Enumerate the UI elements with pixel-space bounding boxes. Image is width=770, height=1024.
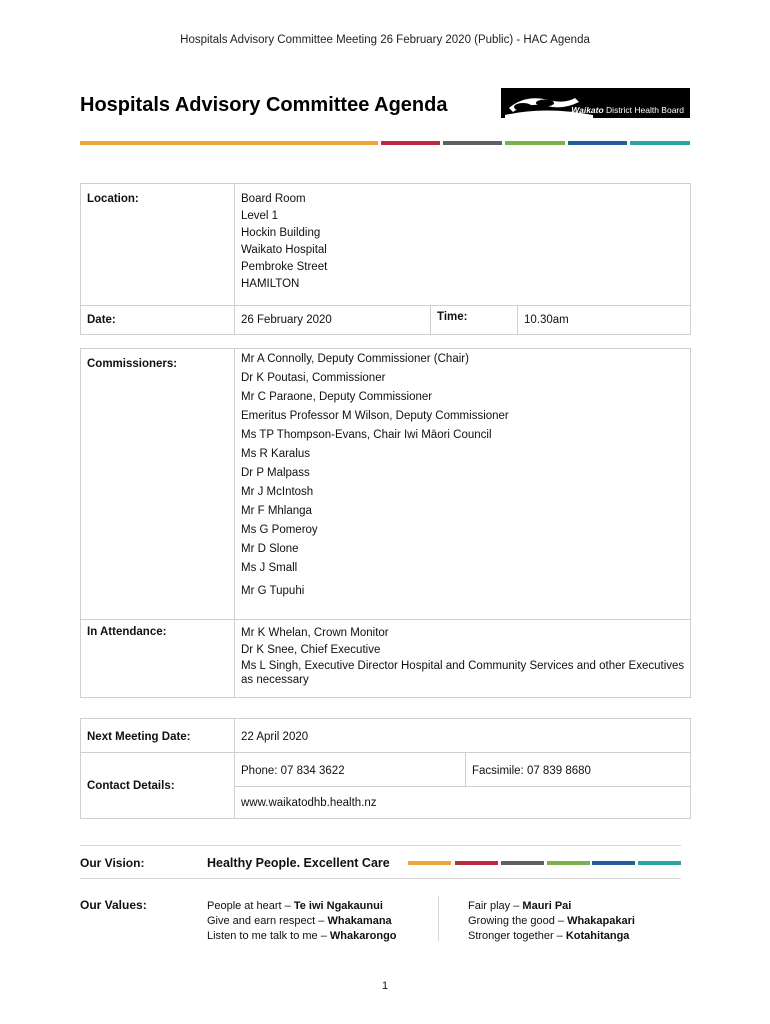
location-line: HAMILTON <box>241 278 300 290</box>
values-label: Our Values: <box>80 898 147 912</box>
website-link[interactable]: www.waikatodhb.health.nz <box>235 787 691 819</box>
location-line: Level 1 <box>241 210 279 222</box>
logo-wordmark: Waikato District Health Board <box>571 105 684 115</box>
value-item: Listen to me talk to me – Whakarongo <box>207 930 397 942</box>
vbar-green <box>547 861 590 865</box>
location-label: Location: <box>81 184 235 306</box>
vision-color-bars <box>408 861 681 865</box>
color-bars <box>80 141 690 145</box>
commissioner-item: Ms R Karalus <box>241 448 311 460</box>
commissioner-item: Mr F Mhlanga <box>241 505 312 517</box>
vision-text: Healthy People. Excellent Care <box>207 856 390 870</box>
vbar-blue <box>592 861 635 865</box>
commissioner-item: Mr J McIntosh <box>241 486 314 498</box>
commissioners-list <box>235 349 691 620</box>
attendance-label: In Attendance: <box>81 620 235 698</box>
date-value: 26 February 2020 <box>235 306 431 335</box>
commissioner-item: Mr G Tupuhi <box>241 585 305 597</box>
meeting-details-table <box>80 183 691 335</box>
page-number: 1 <box>381 980 389 992</box>
location-value <box>235 184 691 306</box>
contact-details-label: Contact Details: <box>81 753 235 819</box>
vbar-grey <box>501 861 544 865</box>
next-meeting-date: 22 April 2020 <box>235 719 691 753</box>
attendance-item: Mr K Whelan, Crown Monitor <box>241 627 389 639</box>
vbar-teal <box>638 861 681 865</box>
value-item: People at heart – Te iwi Ngakaunui <box>207 900 383 912</box>
attendance-item: Ms L Singh, Executive Director Hospital and Community Services and other Executives <box>241 660 685 672</box>
commissioner-item: Ms TP Thompson-Evans, Chair Iwi Māori Council <box>241 429 492 441</box>
attendees-table <box>80 348 691 698</box>
value-item: Stronger together – Kotahitanga <box>468 930 630 942</box>
bar-green <box>505 141 565 145</box>
time-label: Time: <box>431 306 518 335</box>
bar-grey <box>443 141 502 145</box>
vision-bottom-rule <box>80 878 681 879</box>
value-item: Fair play – Mauri Pai <box>468 900 572 912</box>
commissioner-item: Dr K Poutasi, Commissioner <box>241 372 386 384</box>
values-divider <box>438 896 439 941</box>
vbar-orange <box>408 861 451 865</box>
commissioner-item: Emeritus Professor M Wilson, Deputy Commissioner <box>241 410 509 422</box>
value-item: Growing the good – Whakapakari <box>468 915 635 927</box>
commissioner-item: Ms J Small <box>241 562 298 574</box>
contact-table <box>80 718 691 819</box>
attendance-item: as necessary <box>241 674 309 686</box>
values-left-column <box>207 899 397 944</box>
commissioner-item: Mr D Slone <box>241 543 299 555</box>
vision-top-rule <box>80 845 681 846</box>
value-item: Give and earn respect – Whakamana <box>207 915 392 927</box>
commissioner-item: Ms G Pomeroy <box>241 524 318 536</box>
values-right-column <box>468 899 635 944</box>
bar-blue <box>568 141 627 145</box>
attendance-list <box>235 620 691 698</box>
location-line: Pembroke Street <box>241 261 328 273</box>
bar-orange <box>80 141 378 145</box>
commissioners-label: Commissioners: <box>81 349 235 620</box>
commissioner-item: Mr A Connolly, Deputy Commissioner (Chair) <box>241 353 469 365</box>
location-line: Hockin Building <box>241 227 321 239</box>
page-title: Hospitals Advisory Committee Agenda <box>80 94 448 116</box>
running-header: Hospitals Advisory Committee Meeting 26 February 2020 (Public) - HAC Agenda <box>180 34 590 46</box>
commissioner-item: Mr C Paraone, Deputy Commissioner <box>241 391 433 403</box>
vision-label: Our Vision: <box>80 856 145 870</box>
next-meeting-label: Next Meeting Date: <box>81 719 235 753</box>
location-line: Waikato Hospital <box>241 244 327 256</box>
waikato-dhb-logo <box>501 88 690 118</box>
bar-red <box>381 141 440 145</box>
vbar-red <box>455 861 498 865</box>
attendance-item: Dr K Snee, Chief Executive <box>241 644 381 656</box>
fax-number: Facsimile: 07 839 8680 <box>466 753 691 787</box>
location-line: Board Room <box>241 193 306 205</box>
commissioner-item: Dr P Malpass <box>241 467 310 479</box>
time-value: 10.30am <box>518 306 691 335</box>
phone-number: Phone: 07 834 3622 <box>235 753 466 787</box>
date-label: Date: <box>81 306 235 335</box>
bar-teal <box>630 141 690 145</box>
